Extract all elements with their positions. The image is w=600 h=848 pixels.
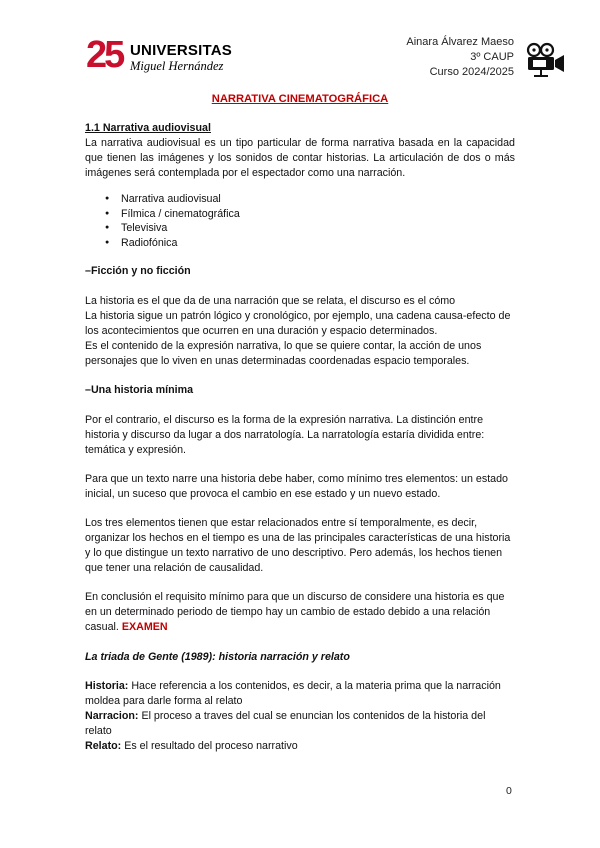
section-heading: –Ficción y no ficción	[85, 265, 191, 277]
section-heading: La triada de Gente (1989): historia narración y relato	[85, 651, 350, 663]
university-logo	[86, 34, 232, 78]
paragraph: Es el contenido de la expresión narrativa, lo que se quiere contar, la acción de unos personajes que lo viven en unas determinadas coordenadas espacio temporales.	[85, 340, 482, 367]
paragraph-text: En conclusión el requisito mínimo para que un discurso de considere una historia es que en un determinado periodo de tiempo hay un cambio de estado debido a una relación casual.	[85, 591, 505, 633]
paragraph: Por el contrario, el discurso es la forma de la expresión narrativa. La distinción entre historia y discurso da lugar a dos narratología. La narratología estaría dividida entre: temática y expresión.	[85, 414, 485, 456]
paragraph: La narrativa audiovisual es un tipo particular de forma narrativa basada en la capacidad que tienen las imágenes y los sonidos de contar historias. La articulación de dos o más imágenes será contemplada por el espectador como una narración.	[85, 137, 515, 179]
term-label: Relato:	[85, 740, 122, 752]
section-heading: –Una historia mínima	[85, 384, 194, 396]
definition-narracion	[85, 709, 515, 739]
term-label: Narracion:	[85, 710, 139, 722]
author-year: Curso 2024/2025	[429, 66, 514, 78]
logo-subtitle: Miguel Hernández	[130, 59, 224, 73]
term-text: El proceso a traves del cual se enuncian los contenidos de la historia del relato	[85, 710, 486, 737]
paragraph: Los tres elementos tienen que estar relacionados entre sí temporalmente, es decir, organizar los hechos en el tiempo es una de las principales características de una historia y lo que distingue un texto narrativo de uno descriptivo. Pero además, los hechos tienen que tener una relación de causalidad.	[85, 517, 511, 574]
paragraph	[85, 590, 515, 635]
paragraph: La historia es el que da de una narración que se relata, el discurso es el cómo	[85, 295, 456, 307]
definition-historia	[85, 679, 515, 709]
list-item: ● Radiofónica	[105, 236, 515, 251]
section-heading: 1.1 Narrativa audiovisual	[85, 122, 211, 134]
film-camera-icon	[524, 42, 568, 78]
exam-tag: EXAMEN	[121, 621, 168, 633]
bullet-list	[85, 192, 515, 250]
paragraph: La historia sigue un patrón lógico y cronológico, por ejemplo, una cadena causa-efecto de los acontecimientos que ocurren en una duración y espacio determinados.	[85, 310, 511, 337]
list-item: ● Narrativa audiovisual	[105, 192, 515, 207]
logo-title: UNIVERSITAS	[130, 42, 232, 59]
term-text: Es el resultado del proceso narrativo	[124, 740, 298, 752]
paragraph: Para que un texto narre una historia debe haber, como mínimo tres elementos: un estado inicial, un suceso que provoca el cambio en ese estado y un nuevo estado.	[85, 473, 509, 500]
logo-number: 25	[86, 34, 123, 76]
term-label: Historia:	[85, 680, 129, 692]
author-block	[406, 35, 514, 80]
author-name: Ainara Álvarez Maeso	[406, 36, 514, 48]
page-number: 0	[506, 785, 512, 797]
document-body	[85, 121, 515, 754]
document-title: NARRATIVA CINEMATOGRÁFICA	[211, 93, 389, 105]
term-text: Hace referencia a los contenidos, es decir, a la materia prima que la narración moldea para darle forma al relato	[85, 680, 501, 707]
definition-relato	[85, 739, 515, 754]
author-course: 3º CAUP	[470, 51, 514, 63]
list-item: ● Fílmica / cinematográfica	[105, 207, 515, 222]
list-item: ● Televisiva	[105, 221, 515, 236]
